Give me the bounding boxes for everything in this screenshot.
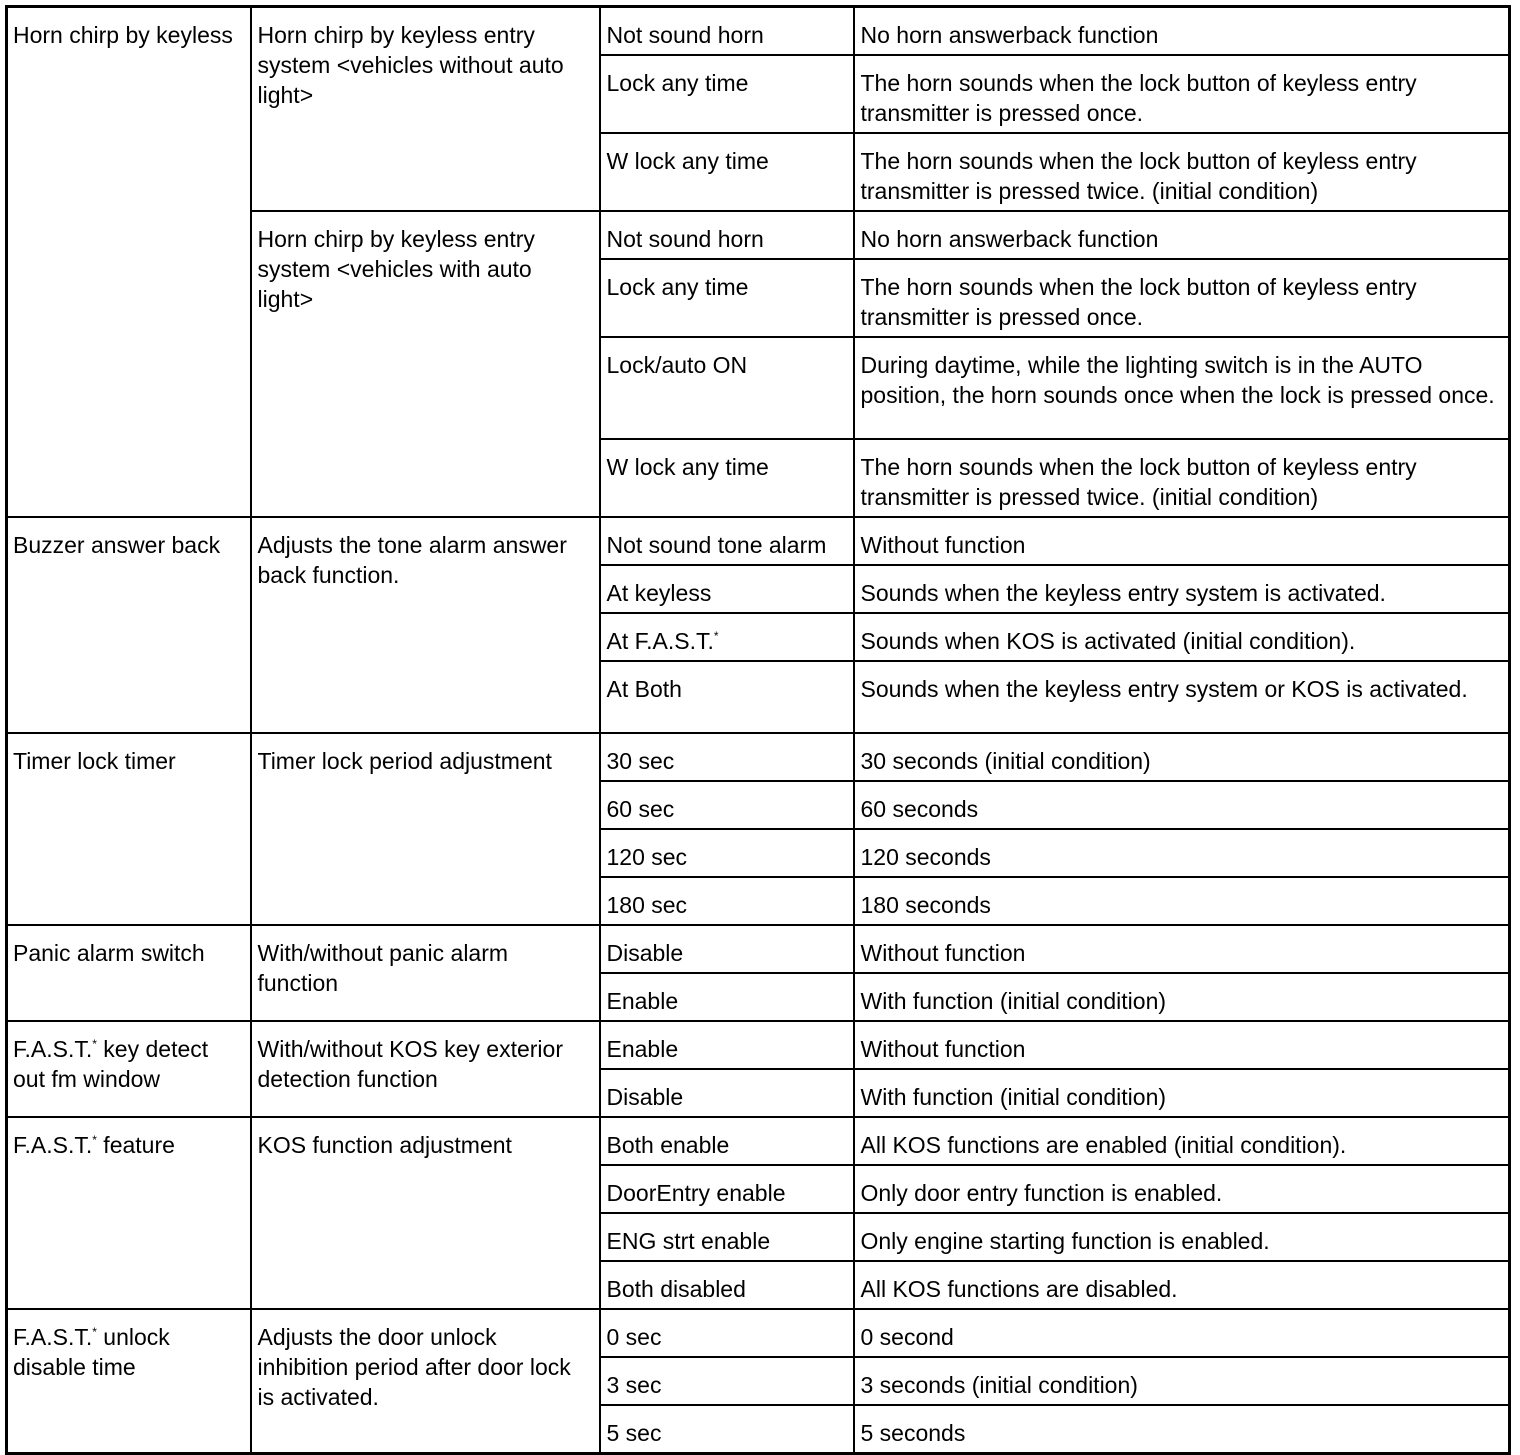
setting-cell [600, 133, 854, 211]
table-row [7, 1021, 1510, 1069]
setting-value: ENG strt enable [606, 1228, 771, 1254]
item-name-cell [7, 733, 251, 925]
setting-cell [600, 733, 854, 781]
setting-value: DoorEntry enable [606, 1180, 786, 1206]
setting-cell [600, 661, 854, 733]
function-cell: Sounds when KOS is activated (initial condition). [854, 613, 1510, 661]
function-cell: Sounds when the keyless entry system or KOS is activated. [854, 661, 1510, 733]
settings-table [5, 5, 1511, 1455]
function-cell: 3 seconds (initial condition) [854, 1357, 1510, 1405]
function-cell: All KOS functions are disabled. [854, 1261, 1510, 1309]
setting-value: W lock any time [606, 454, 769, 480]
item-name-cell [7, 7, 251, 518]
table-row [7, 517, 1510, 565]
item-name: F.A.S.T. [13, 1324, 93, 1350]
setting-value: Both disabled [606, 1276, 746, 1302]
setting-cell [600, 925, 854, 973]
function-cell: 30 seconds (initial condition) [854, 733, 1510, 781]
description-cell: Adjusts the door unlock inhibition period after door lock is activated. [251, 1309, 600, 1454]
function-cell: Without function [854, 517, 1510, 565]
item-name: Panic alarm switch [13, 940, 205, 966]
function-cell: The horn sounds when the lock button of keyless entry transmitter is pressed twice. (initial condition) [854, 439, 1510, 517]
setting-cell [600, 439, 854, 517]
item-name-suffix: feature [96, 1132, 175, 1158]
setting-cell [600, 829, 854, 877]
setting-cell [600, 1213, 854, 1261]
description-cell: Adjusts the tone alarm answer back function. [251, 517, 600, 733]
setting-cell [600, 517, 854, 565]
function-cell: During daytime, while the lighting switch is in the AUTO position, the horn sounds once when the lock is pressed once. [854, 337, 1510, 439]
item-name: Timer lock timer [13, 748, 176, 774]
setting-value: Lock any time [606, 70, 749, 96]
function-cell: No horn answerback function [854, 7, 1510, 56]
setting-cell [600, 1357, 854, 1405]
item-name-cell [7, 925, 251, 1021]
footnote-asterisk: * [92, 1037, 97, 1051]
setting-cell [600, 613, 854, 661]
setting-cell [600, 259, 854, 337]
setting-value: Disable [606, 1084, 684, 1110]
item-name-cell [7, 517, 251, 733]
setting-value: 30 sec [606, 748, 675, 774]
setting-value: At Both [606, 676, 682, 702]
description-cell: With/without panic alarm function [251, 925, 600, 1021]
item-name: F.A.S.T. [13, 1036, 93, 1062]
setting-value: Both enable [606, 1132, 730, 1158]
function-cell: The horn sounds when the lock button of keyless entry transmitter is pressed once. [854, 259, 1510, 337]
item-name: Buzzer answer back [13, 532, 221, 558]
function-cell: Without function [854, 1021, 1510, 1069]
setting-cell [600, 565, 854, 613]
footnote-asterisk: * [713, 629, 719, 643]
setting-cell [600, 1165, 854, 1213]
setting-cell [600, 337, 854, 439]
setting-value: 5 sec [606, 1420, 662, 1446]
table-row [7, 925, 1510, 973]
function-cell: Only door entry function is enabled. [854, 1165, 1510, 1213]
item-name-suffix: unlock disable time [13, 1324, 170, 1380]
table-row [7, 1117, 1510, 1165]
description-cell: With/without KOS key exterior detection function [251, 1021, 600, 1117]
setting-value: At F.A.S.T. [606, 628, 714, 654]
setting-cell [600, 973, 854, 1021]
function-cell: 120 seconds [854, 829, 1510, 877]
function-cell: Only engine starting function is enabled. [854, 1213, 1510, 1261]
function-cell: 180 seconds [854, 877, 1510, 925]
setting-cell [600, 877, 854, 925]
function-cell: With function (initial condition) [854, 973, 1510, 1021]
description-cell: KOS function adjustment [251, 1117, 600, 1309]
setting-value: Disable [606, 940, 684, 966]
function-cell: The horn sounds when the lock button of keyless entry transmitter is pressed once. [854, 55, 1510, 133]
setting-cell [600, 1261, 854, 1309]
function-cell: With function (initial condition) [854, 1069, 1510, 1117]
setting-value: At keyless [606, 580, 712, 606]
item-name: F.A.S.T. [13, 1132, 93, 1158]
setting-value: Enable [606, 1036, 679, 1062]
setting-cell [600, 211, 854, 259]
function-cell: 60 seconds [854, 781, 1510, 829]
table-row [7, 1309, 1510, 1357]
setting-value: 120 sec [606, 844, 688, 870]
setting-value: W lock any time [606, 148, 769, 174]
table-row [7, 7, 1510, 56]
footnote-asterisk: * [92, 1133, 97, 1147]
function-cell: No horn answerback function [854, 211, 1510, 259]
function-cell: The horn sounds when the lock button of keyless entry transmitter is pressed twice. (initial condition) [854, 133, 1510, 211]
function-cell: 0 second [854, 1309, 1510, 1357]
settings-table-body [7, 7, 1510, 1454]
function-cell: 5 seconds [854, 1405, 1510, 1454]
setting-cell [600, 7, 854, 56]
item-name-suffix: key detect out fm window [13, 1036, 209, 1092]
setting-cell [600, 1405, 854, 1454]
setting-value: Not sound tone alarm [606, 532, 827, 558]
setting-cell [600, 1069, 854, 1117]
setting-value: 60 sec [606, 796, 675, 822]
function-cell: All KOS functions are enabled (initial condition). [854, 1117, 1510, 1165]
setting-value: Not sound horn [606, 22, 764, 48]
setting-value: Lock/auto ON [606, 352, 748, 378]
description-cell: Timer lock period adjustment [251, 733, 600, 925]
item-name-cell [7, 1021, 251, 1117]
item-name: Horn chirp by keyless [13, 22, 233, 48]
setting-value: 180 sec [606, 892, 688, 918]
setting-value: Lock any time [606, 274, 749, 300]
setting-cell [600, 1309, 854, 1357]
item-name-cell [7, 1309, 251, 1454]
description-cell: Horn chirp by keyless entry system <vehicles without auto light> [251, 7, 600, 212]
setting-cell [600, 781, 854, 829]
function-cell: Sounds when the keyless entry system is activated. [854, 565, 1510, 613]
function-cell: Without function [854, 925, 1510, 973]
setting-cell [600, 55, 854, 133]
setting-cell [600, 1021, 854, 1069]
table-row [7, 733, 1510, 781]
setting-value: 3 sec [606, 1372, 662, 1398]
setting-cell [600, 1117, 854, 1165]
item-name-cell [7, 1117, 251, 1309]
setting-value: 0 sec [606, 1324, 662, 1350]
description-cell: Horn chirp by keyless entry system <vehicles with auto light> [251, 211, 600, 517]
setting-value: Not sound horn [606, 226, 764, 252]
setting-value: Enable [606, 988, 679, 1014]
footnote-asterisk: * [92, 1325, 97, 1339]
